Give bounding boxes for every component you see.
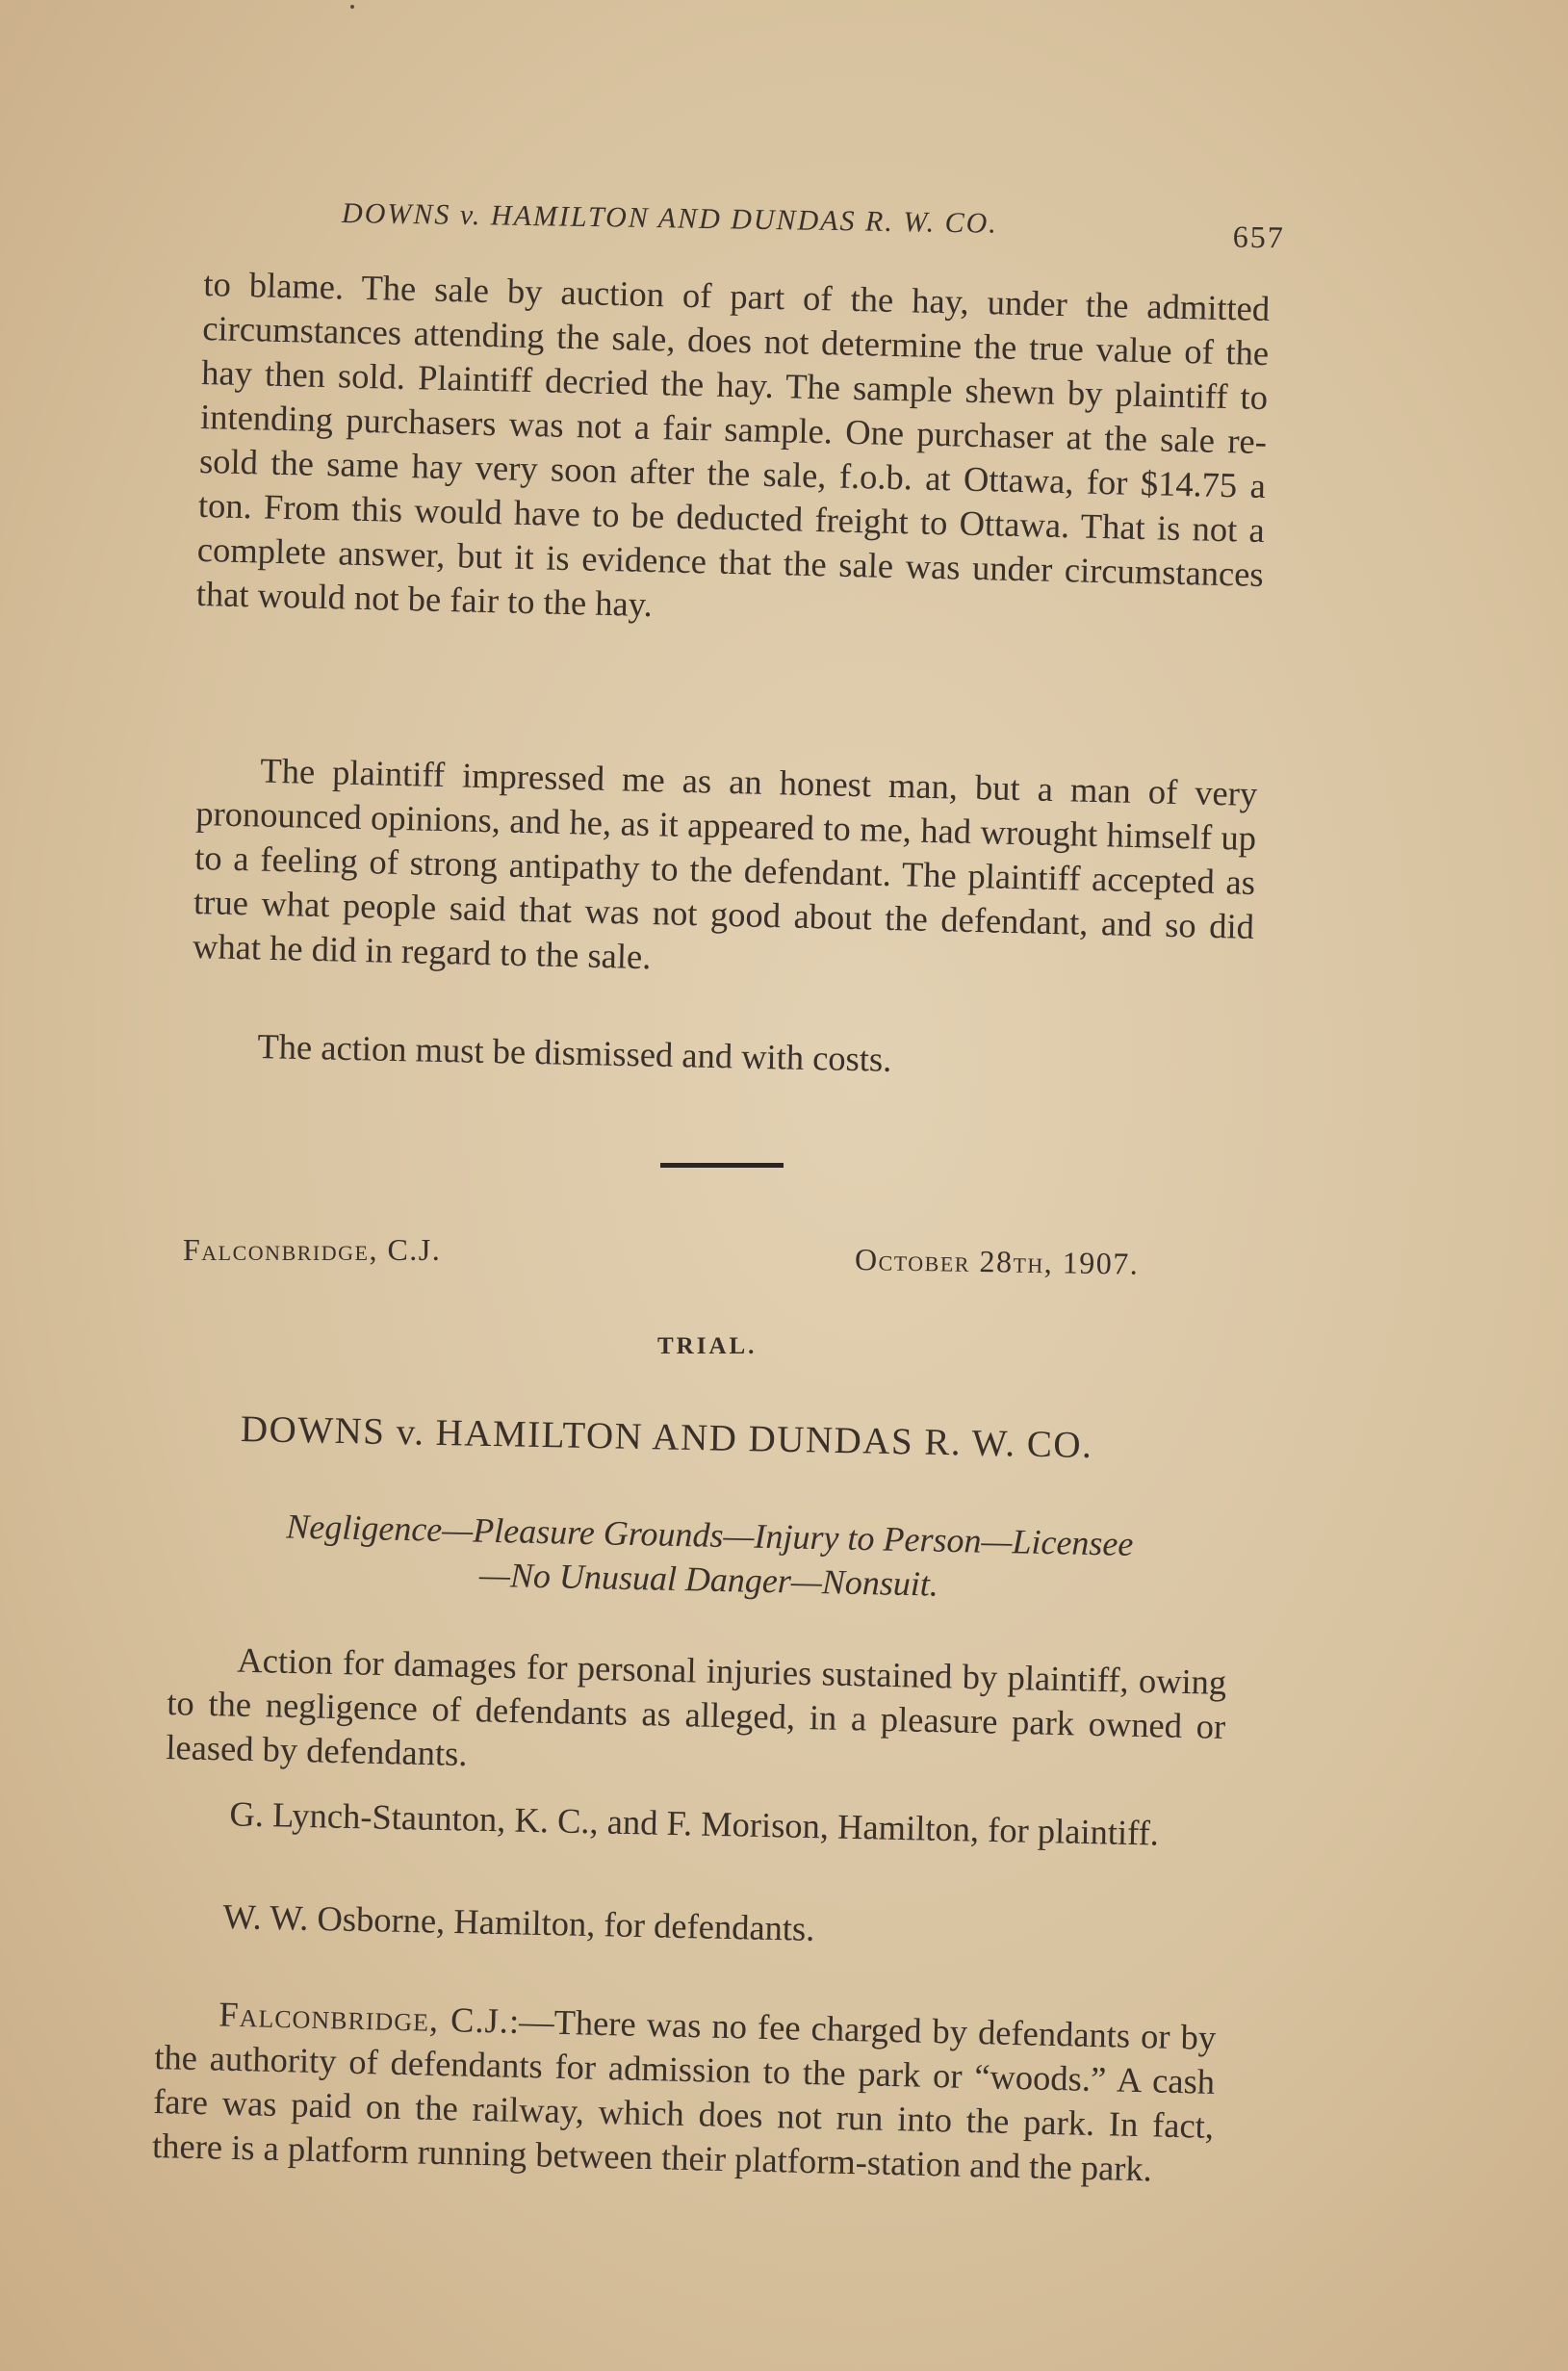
- ink-speck: [350, 5, 354, 9]
- paragraph-counsel-plaintiff: G. Lynch-Staunton, K. C., and F. Morison, Hamilton, for plaintiff.: [229, 1793, 1160, 1853]
- trial-label: TRIAL.: [657, 1333, 758, 1359]
- paragraph-plaintiff-impression: The plaintiff impressed me as an honest man, but a man of very pronounced opinions, and he, as it appeared to me, had wrought himself up to a feeling of strong antipathy to the defendant. The plaintiff accepted as true what people said that was not good about the defendant, and so did what he did in regard to the sale.: [192, 750, 1258, 977]
- headnote-line-2: —No Unusual Danger—Nonsuit.: [478, 1555, 939, 1604]
- paragraph-judgment: [152, 1991, 1217, 2193]
- judge-name: Falconbridge, C.J.: [183, 1232, 442, 1267]
- page-number: 657: [1232, 219, 1286, 255]
- headnote: [171, 1502, 1247, 1612]
- running-head: [342, 188, 1286, 260]
- paragraph-counsel-defendants: W. W. Osborne, Hamilton, for defendants.: [222, 1895, 815, 1948]
- paragraph-action-dismissed: The action must be dismissed and with costs.: [257, 1025, 892, 1079]
- case-title: DOWNS v. HAMILTON AND DUNDAS R. W. CO.: [240, 1408, 1093, 1466]
- headnote-line-1: Negligence—Pleasure Grounds—Injury to Person—Licensee: [285, 1507, 1134, 1563]
- judgment-speaker: Falconbridge, C.J.: [218, 1994, 510, 2041]
- running-head-title: DOWNS v. HAMILTON AND DUNDAS R. W. CO.: [341, 197, 999, 240]
- section-divider: [660, 1163, 784, 1168]
- paragraph-continuation: to blame. The sale by auction of part of the hay, under the admitted circumstances attending the sale, does not determine the true value of the hay then sold. Plaintiff decried the hay. The sample shewn by plaintiff to intending purchasers was not a fair sample. One purchaser at the sale re-sold the same hay very soon after the sale, f.o.b. at Ottawa, for $14.75 a ton. From this would have to be deducted freight to Ottawa. That is not a complete answer, but it is evidence that the sale was under circumstances that would not be fair to the hay.: [195, 263, 1271, 625]
- paragraph-action-description: Action for damages for personal injuries sustained by plaintiff, owing to the negligence of defendants as alleged, in a pleasure park owned or leased by defendants.: [165, 1639, 1227, 1774]
- judgment-date: October 28th, 1907.: [854, 1242, 1140, 1281]
- judgment-text: :—There was no fee charged by defendants or by the authority of defendants for admission to the park or “woods.” A cash fare was paid on the railway, which does not run into the park. In fact, there is a platform running between their platform-station and the park.: [151, 2000, 1217, 2189]
